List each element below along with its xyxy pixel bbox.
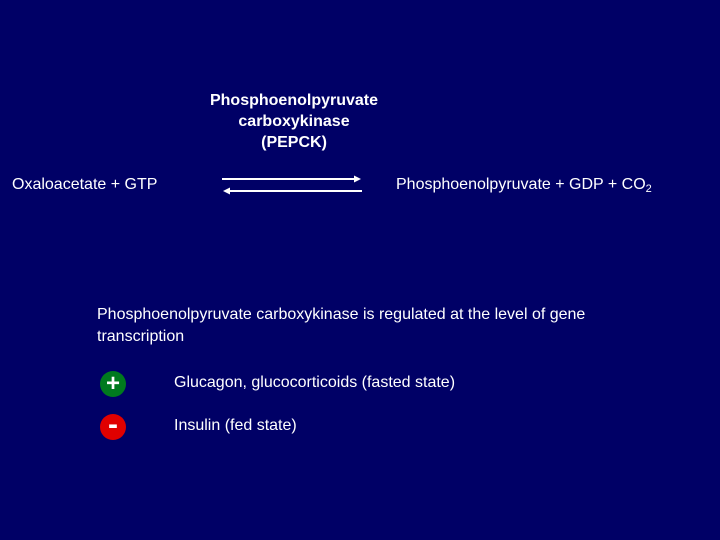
- inhibitor-text: Insulin (fed state): [174, 417, 297, 434]
- reversible-reaction-arrows: [218, 172, 366, 196]
- forward-arrow: [222, 176, 361, 183]
- products-main-text: Phosphoenolpyruvate + GDP + CO: [396, 176, 646, 193]
- substrates-label: Oxaloacetate + GTP: [12, 176, 158, 193]
- regulation-statement: Phosphoenolpyruvate carboxykinase is regulated at the level of gene transcription: [97, 306, 586, 345]
- enzyme-line-2: carboxykinase: [238, 113, 350, 130]
- reverse-arrow: [223, 188, 362, 195]
- enzyme-label: [180, 90, 408, 153]
- inhibitor-row: [100, 408, 600, 441]
- products-label: [396, 176, 652, 195]
- enzyme-line-3: (PEPCK): [261, 134, 327, 151]
- activator-row: [100, 370, 600, 396]
- co2-subscript: 2: [645, 183, 652, 195]
- minus-icon: -: [100, 414, 126, 440]
- activator-text: Glucagon, glucocorticoids (fasted state): [174, 374, 456, 391]
- plus-icon: +: [100, 371, 126, 397]
- enzyme-line-1: Phosphoenolpyruvate: [209, 92, 379, 109]
